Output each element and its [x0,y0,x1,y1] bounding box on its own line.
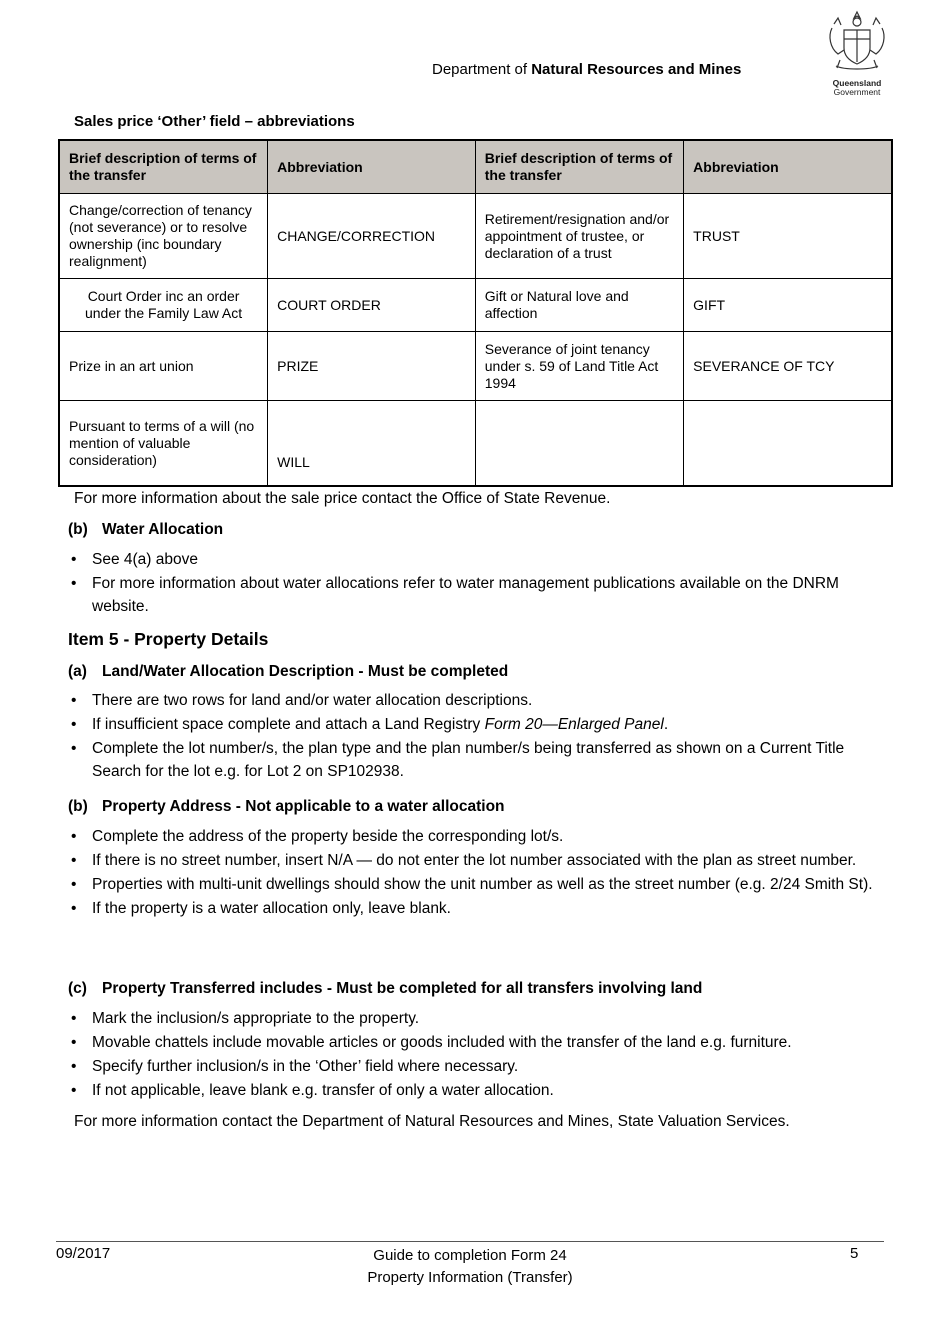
subhead-label: (a) [68,663,87,680]
coat-of-arms-icon [822,8,892,74]
section-title: Sales price ‘Other’ field – abbreviations [74,113,355,130]
table-row [59,279,892,332]
list-item: • For more information about water allocations refer to water management publications available on the DNRM website. [68,572,878,618]
subhead-title: Land/Water Allocation Description - Must be completed [102,663,509,680]
footer-title [300,1245,640,1289]
abbreviations-table [58,139,893,487]
property-address-list [68,825,878,921]
table-cell: Severance of joint tenancy under s. 59 of Land Title Act 1994 [475,332,683,401]
table-cell: SEVERANCE OF TCY [684,332,892,401]
table-row [59,332,892,401]
list-item [68,713,878,736]
property-transferred-heading [68,980,702,998]
subhead-label: (b) [68,798,88,815]
footer-title-line1: Guide to completion Form 24 [373,1247,567,1264]
list-item: • If there is no street number, insert N/A — do not enter the lot number associated with the plan as street number. [68,849,878,872]
property-address-heading [68,798,505,816]
list-item: • There are two rows for land and/or water allocation descriptions. [68,689,878,712]
water-allocation-heading [68,521,223,539]
footer-date: 09/2017 [56,1245,111,1262]
table-cell: TRUST [684,194,892,279]
list-item: • Complete the address of the property beside the corresponding lot/s. [68,825,878,848]
subhead-label: (c) [68,980,87,997]
item5-heading: Item 5 - Property Details [68,629,269,649]
list-item: • Complete the lot number/s, the plan type and the plan number/s being transferred as shown on a Current Title Search for the lot e.g. for Lot 2 on SP102938. [68,737,878,783]
sale-price-note: For more information about the sale price contact the Office of State Revenue. [74,490,611,507]
subhead-title: Property Transferred includes - Must be completed for all transfers involving land [102,980,703,997]
department-prefix: Department of [432,61,532,78]
logo-text-queensland: Queensland [832,78,882,88]
table-row [59,194,892,279]
table-cell: Court Order inc an order under the Family Law Act [59,279,268,332]
queensland-government-logo [822,8,892,96]
table-cell: COURT ORDER [268,279,476,332]
table-header-cell: Brief description of terms of the transfer [59,140,268,194]
subhead-title: Water Allocation [102,521,224,538]
table-cell: Pursuant to terms of a will (no mention of valuable consideration) [59,401,268,487]
table-cell: Retirement/resignation and/or appointment of trustee, or declaration of a trust [475,194,683,279]
table-cell: Change/correction of tenancy (not severance) or to resolve ownership (inc boundary realignment) [59,194,268,279]
water-allocation-list [68,548,878,619]
table-cell [684,401,892,487]
department-name [432,61,741,78]
table-cell [475,401,683,487]
list-item: • If the property is a water allocation only, leave blank. [68,897,878,920]
table-cell: CHANGE/CORRECTION [268,194,476,279]
property-transferred-list [68,1007,878,1103]
list-item: • Specify further inclusion/s in the ‘Other’ field where necessary. [68,1055,878,1078]
subhead-label: (b) [68,521,88,538]
logo-text-government: Government [833,87,881,97]
list-item: • If not applicable, leave blank e.g. transfer of only a water allocation. [68,1079,878,1102]
table-row [59,401,892,487]
list-item: • Properties with multi-unit dwellings should show the unit number as well as the street number (e.g. 2/24 Smith St). [68,873,878,896]
table-cell: WILL [268,401,476,487]
table-header-cell: Abbreviation [268,140,476,194]
land-description-list [68,689,878,784]
footer-title-line2: Property Information (Transfer) [367,1269,573,1286]
table-cell: PRIZE [268,332,476,401]
table-header-row [59,140,892,194]
land-description-heading [68,663,508,681]
footer-divider [56,1241,884,1242]
list-item-text: . [663,716,669,733]
table-cell: Prize in an art union [59,332,268,401]
table-header-cell: Abbreviation [684,140,892,194]
list-item: • Movable chattels include movable articles or goods included with the transfer of the land e.g. furniture. [68,1031,878,1054]
table-cell: GIFT [684,279,892,332]
table-header-cell: Brief description of terms of the transfer [475,140,683,194]
list-item: • Mark the inclusion/s appropriate to the property. [68,1007,878,1030]
list-item: • See 4(a) above [68,548,878,571]
state-valuation-note: For more information contact the Department of Natural Resources and Mines, State Valuation Services. [74,1113,790,1130]
table-cell: Gift or Natural love and affection [475,279,683,332]
form-reference: Form 20—Enlarged Panel [484,716,664,733]
page-number: 5 [850,1245,859,1262]
department-bold: Natural Resources and Mines [531,61,742,78]
list-item-text: If insufficient space complete and attach a Land Registry [92,716,485,733]
subhead-title: Property Address - Not applicable to a water allocation [102,798,505,815]
